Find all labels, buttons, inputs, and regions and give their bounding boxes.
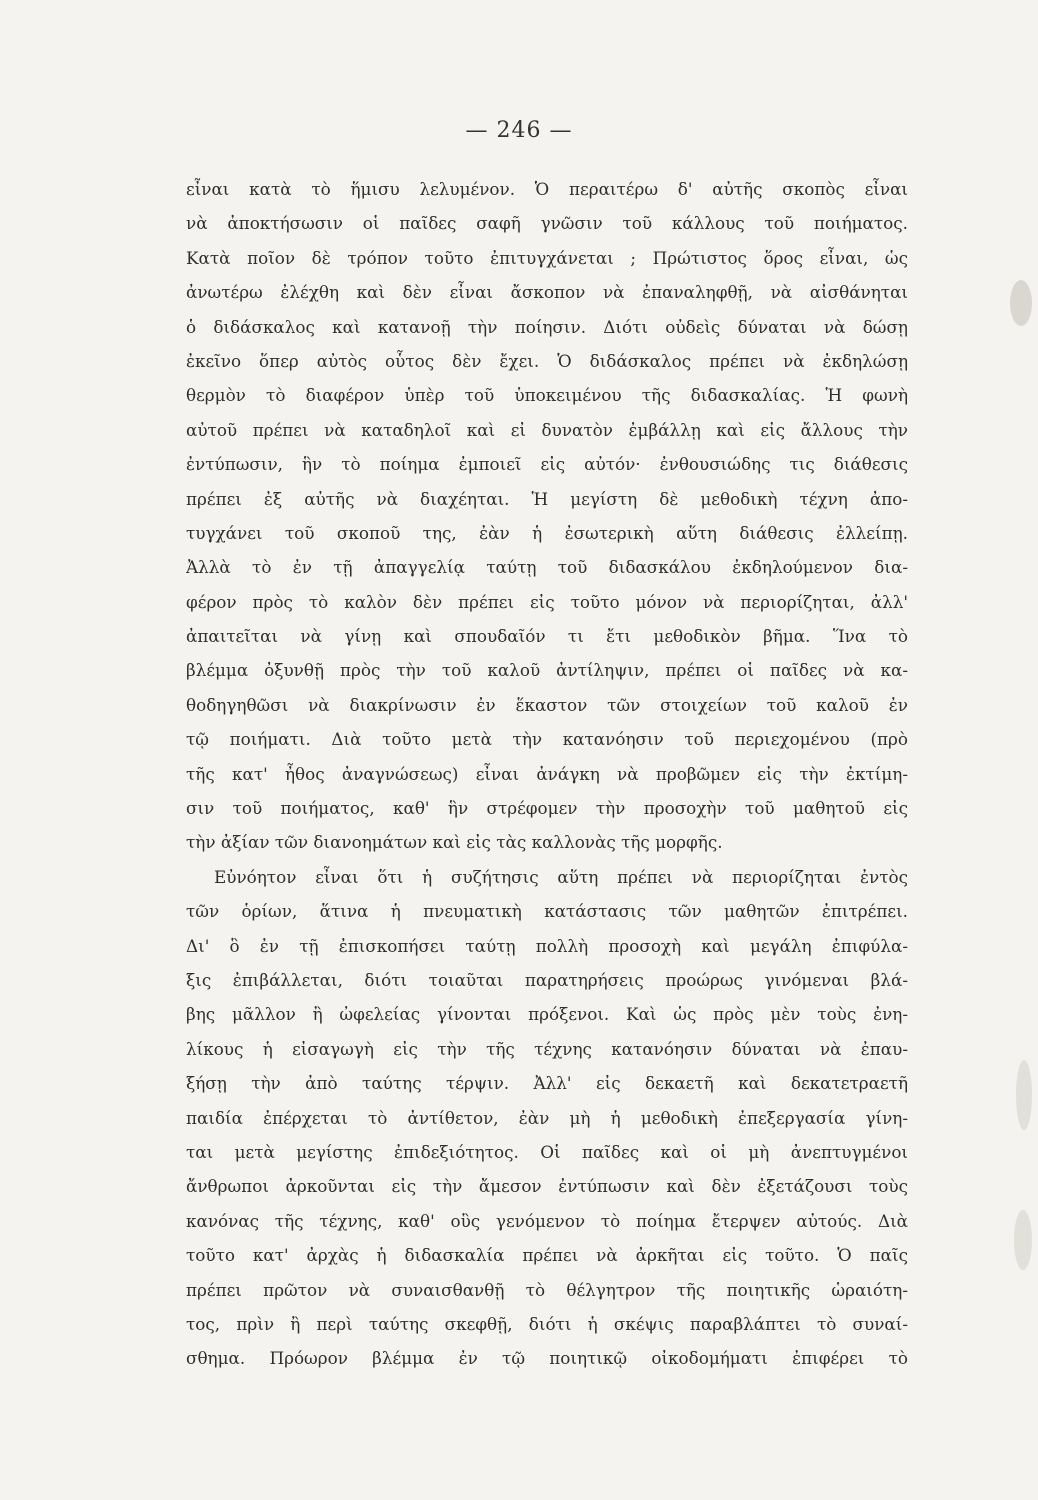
- text-line: λίκους ἡ εἰσαγωγὴ εἰς τὴν τῆς τέχνης κατανόησιν δύναται νὰ ἐπαυ-: [186, 1038, 908, 1059]
- paper-spot: [1016, 1060, 1032, 1130]
- text-line: ται μετὰ μεγίστης ἐπιδεξιότητος. Οἱ παῖδες καὶ οἱ μὴ ἀνεπτυγμένοι: [186, 1141, 908, 1162]
- text-line: τῶν ὁρίων, ἅτινα ἡ πνευματικὴ κατάστασις τῶν μαθητῶν ἐπιτρέπει.: [186, 901, 908, 922]
- text-line: ξήσῃ τὴν ἀπὸ ταύτης τέρψιν. Ἀλλ' εἰς δεκαετῆ καὶ δεκατετραετῆ: [186, 1073, 908, 1094]
- page-number: — 246 —: [465, 118, 573, 143]
- text-line: θοδηγηθῶσι νὰ διακρίνωσιν ἐν ἕκαστον τῶν στοιχείων τοῦ καλοῦ ἐν: [186, 694, 908, 715]
- text-line: ἐντύπωσιν, ἣν τὸ ποίημα ἐμποιεῖ εἰς αὐτόν· ἐνθουσιώδης τις διάθεσις: [186, 454, 908, 475]
- text-line: ξις ἐπιβάλλεται, διότι τοιαῦται παρατηρήσεις προώρως γινόμεναι βλά-: [186, 969, 908, 990]
- text-line: εἶναι κατὰ τὸ ἥμισυ λελυμένον. Ὁ περαιτέρω δ' αὐτῆς σκοπὸς εἶναι: [186, 179, 908, 199]
- text-line: νὰ ἀποκτήσωσιν οἱ παῖδες σαφῆ γνῶσιν τοῦ κάλλους τοῦ ποιήματος.: [186, 213, 908, 234]
- text-line: Ἀλλὰ τὸ ἐν τῇ ἀπαγγελίᾳ ταύτῃ τοῦ διδασκάλου ἐκδηλούμενον δια-: [186, 557, 908, 578]
- text-line: παιδία ἐπέρχεται τὸ ἀντίθετον, ἐὰν μὴ ἡ μεθοδικὴ ἐπεξεργασία γίνη-: [186, 1107, 908, 1128]
- paper-spot: [1010, 280, 1032, 326]
- text-line: σιν τοῦ ποιήματος, καθ' ἣν στρέφομεν τὴν προσοχὴν τοῦ μαθητοῦ εἰς: [186, 798, 908, 819]
- text-line: τος, πρὶν ἢ περὶ ταύτης σκεφθῇ, διότι ἡ σκέψις παραβλάπτει τὸ συναί-: [186, 1313, 908, 1334]
- body-text: [186, 172, 908, 1376]
- text-line: θερμὸν τὸ διαφέρον ὑπὲρ τοῦ ὑποκειμένου τῆς διδασκαλίας. Ἡ φωνὴ: [186, 385, 908, 406]
- text-line: κανόνας τῆς τέχνης, καθ' οὓς γενόμενον τὸ ποίημα ἔτερψεν αὐτούς. Διὰ: [186, 1210, 908, 1231]
- text-line: τυγχάνει τοῦ σκοποῦ της, ἐὰν ἡ ἐσωτερικὴ αὕτη διάθεσις ἐλλείπῃ.: [186, 522, 908, 543]
- text-line: ἐκεῖνο ὅπερ αὐτὸς οὗτος δὲν ἔχει. Ὁ διδάσκαλος πρέπει νὰ ἐκδηλώσῃ: [186, 350, 908, 371]
- text-line: βης μᾶλλον ἢ ὠφελείας γίνονται πρόξενοι. Καὶ ὡς πρὸς μὲν τοὺς ἐνη-: [186, 1004, 908, 1025]
- text-line: ἄνθρωποι ἀρκοῦνται εἰς τὴν ἄμεσον ἐντύπωσιν καὶ δὲν ἐξετάζουσι τοὺς: [186, 1176, 908, 1197]
- text-line: ὁ διδάσκαλος καὶ κατανοῇ τὴν ποίησιν. Διότι οὐδεὶς δύναται νὰ δώσῃ: [186, 316, 908, 337]
- text-line: Εὐνόητον εἶναι ὅτι ἡ συζήτησις αὕτη πρέπει νὰ περιορίζηται ἐντὸς: [214, 866, 908, 887]
- text-line: τὴν ἀξίαν τῶν διανοημάτων καὶ εἰς τὰς καλλονὰς τῆς μορφῆς.: [186, 832, 723, 853]
- text-line: τῷ ποιήματι. Διὰ τοῦτο μετὰ τὴν κατανόησιν τοῦ περιεχομένου (πρὸ: [186, 729, 908, 750]
- text-line: βλέμμα ὀξυνθῇ πρὸς τὴν τοῦ καλοῦ ἀντίληψιν, πρέπει οἱ παῖδες νὰ κα-: [186, 660, 908, 681]
- text-line: αὐτοῦ πρέπει νὰ καταδηλοῖ καὶ εἰ δυνατὸν ἐμβάλλῃ καὶ εἰς ἄλλους τὴν: [186, 419, 908, 440]
- paper-spot: [1014, 1210, 1032, 1270]
- text-line: πρέπει ἐξ αὐτῆς νὰ διαχέηται. Ἡ μεγίστη δὲ μεθοδικὴ τέχνη ἀπο-: [186, 488, 908, 509]
- text-line: τῆς κατ' ἦθος ἀναγνώσεως) εἶναι ἀνάγκη νὰ προβῶμεν εἰς τὴν ἐκτίμη-: [186, 763, 908, 784]
- text-line: τοῦτο κατ' ἀρχὰς ἡ διδασκαλία πρέπει νὰ ἀρκῆται εἰς τοῦτο. Ὁ παῖς: [186, 1245, 908, 1266]
- text-line: Δι' ὃ ἐν τῇ ἐπισκοπήσει ταύτῃ πολλὴ προσοχὴ καὶ μεγάλη ἐπιφύλα-: [186, 935, 908, 956]
- text-line: ἀπαιτεῖται νὰ γίνῃ καὶ σπουδαῖόν τι ἔτι μεθοδικὸν βῆμα. Ἵνα τὸ: [186, 626, 908, 647]
- text-line: σθημα. Πρόωρον βλέμμα ἐν τῷ ποιητικῷ οἰκοδομήματι ἐπιφέρει τὸ: [186, 1348, 908, 1369]
- text-line: ἀνωτέρω ἐλέχθη καὶ δὲν εἶναι ἄσκοπον νὰ ἐπαναληφθῇ, νὰ αἰσθάνηται: [186, 282, 908, 303]
- text-line: Κατὰ ποῖον δὲ τρόπον τοῦτο ἐπιτυγχάνεται ; Πρώτιστος ὅρος εἶναι, ὡς: [186, 247, 908, 268]
- text-line: πρέπει πρῶτον νὰ συναισθανθῇ τὸ θέλγητρον τῆς ποιητικῆς ὡραιότη-: [186, 1279, 908, 1300]
- text-line: φέρον πρὸς τὸ καλὸν δὲν πρέπει εἰς τοῦτο μόνον νὰ περιορίζηται, ἀλλ': [186, 591, 908, 612]
